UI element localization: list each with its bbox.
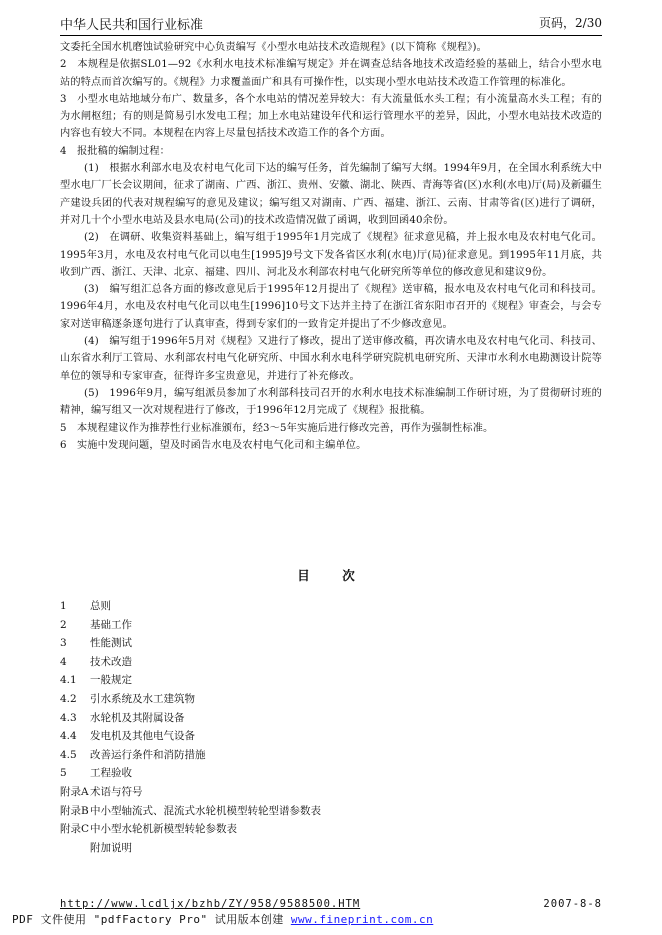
toc-item-number: 5 — [60, 767, 67, 780]
paragraph: (3) 编写组汇总各方面的修改意见后于1995年12月提出了《规程》送审稿，报水电及农村电气化司和科技司。1996年4月，水电及农村电气化司以电生[1996]10号文下达并主持了在浙江省东阳市召开的《规程》审查会，与会专家对送审稿逐条逐句进行了认真审查，得到专家们的一致肯定并提出了不少修改意见。 — [60, 284, 602, 330]
toc-item[interactable] — [60, 727, 602, 746]
toc-item-label: 工程验收 — [90, 767, 132, 780]
toc-item-label: 附加说明 — [90, 841, 132, 854]
standard-title: 中华人民共和国行业标准 — [60, 18, 204, 33]
header-divider — [60, 35, 602, 36]
toc-item-number: 3 — [60, 637, 67, 650]
fineprint-link[interactable]: www.fineprint.com.cn — [290, 913, 434, 926]
paragraph: 4 报批稿的编制过程： — [60, 145, 171, 157]
paragraph: 6 实施中发现问题，望及时函告水电及农村电气化司和主编单位。 — [60, 439, 367, 451]
paragraph: (2) 在调研、收集资料基础上，编写组于1995年1月完成了《规程》征求意见稿，并上报水电及农村电气化司。1995年3月，水电及农村电气化司以电生[1995]9号文下发各省区水利(水电)厅(局)征求意见。到1995年11月底，共收到广西、浙江、天津、北京、福建、四川、河北及水利部农村电气化研究所等单位的修改意见和建议9份。 — [60, 232, 602, 278]
toc-item[interactable] — [60, 634, 602, 653]
page-header — [60, 14, 602, 32]
toc-item-number: 4.1 — [60, 674, 77, 687]
paragraph: 3 小型水电站地域分布广、数量多，各个水电站的情况差异较大：有大流量低水头工程；有小流量高水头工程；有的为水闸枢纽；有的则是简易引水发电工程；加上水电站建设年代和运行管理水平的差异，因此，小型水电站技术改造的内容也有较大不同。本规程在内容上尽量包括技术改造工作的各个方面。 — [60, 93, 602, 140]
toc-item-label: 中小型水轮机新模型转轮参数表 — [90, 823, 237, 836]
toc-item-number: 附录C — [60, 823, 90, 836]
toc-item-label: 性能测试 — [90, 637, 132, 650]
toc-item-label: 一般规定 — [90, 674, 132, 687]
toc-item-label: 基础工作 — [90, 618, 132, 631]
print-date: 2007-8-8 — [543, 898, 602, 910]
toc-item-label: 术语与符号 — [90, 785, 143, 798]
pdf-notice-text: PDF 文件使用 "pdfFactory Pro" 试用版本创建 — [12, 913, 291, 926]
toc-item-label: 中小型轴流式、混流式水轮机模型转轮型谱参数表 — [90, 804, 321, 817]
toc-item-number: 1 — [60, 600, 67, 612]
toc-item-label: 总则 — [90, 600, 111, 612]
paragraph: 文委托全国水机磨蚀试验研究中心负责编写《小型水电站技术改造规程》(以下简称《规程》)。 — [60, 42, 487, 53]
toc-item-number: 4.4 — [60, 730, 77, 743]
table-of-contents — [60, 597, 602, 857]
toc-item-label: 水轮机及其附属设备 — [90, 711, 185, 724]
paragraph: (5) 1996年9月，编写组派员参加了水利部科技司召开的水利水电技术标准编制工作研讨班，为了贯彻研讨班的精神，编写组又一次对规程进行了修改，于1996年12月完成了《规程》报批稿。 — [60, 387, 602, 417]
toc-item[interactable] — [60, 764, 602, 783]
toc-item-number: 附录B — [60, 804, 89, 817]
toc-item-label: 技术改造 — [90, 655, 132, 668]
toc-item[interactable] — [60, 671, 602, 690]
toc-item[interactable] — [60, 746, 602, 765]
toc-item-number: 4.5 — [60, 748, 77, 761]
paragraph: (1) 根据水利部水电及农村电气化司下达的编写任务，首先编制了编写大纲。1994年9月，在全国水利系统大中型水电厂厂长会议期间，征求了湖南、广西、浙江、贵州、安徽、湖北、陕西、青海等省(区)水利(水电)厅(局)及新疆生产建设兵团的代表对规程编写的意见及建议；编写组又对湖南、广西、福建、浙江、云南、甘肃等省(区)进行了调研，并对几十个小型水电站及县水电局(公司)的技术改造情况做了函调，收到回函40余份。 — [60, 163, 602, 226]
toc-item-number: 2 — [60, 618, 67, 631]
toc-item[interactable] — [60, 783, 602, 802]
paragraph: (4) 编写组于1996年5月对《规程》又进行了修改，提出了送审修改稿，再次请水电及农村电气化司、科技司、山东省水利厅工管局、水利部农村电气化研究所、中国水利水电科学研究院机电研究所、天津市水利水电勘测设计院等单位的领导和专家审查，征得许多宝贵意见，并进行了补充修改。 — [60, 336, 602, 382]
toc-item[interactable] — [60, 709, 602, 728]
toc-item-label: 引水系统及水工建筑物 — [90, 692, 195, 705]
body-text — [60, 39, 602, 454]
toc-title: 目 次 — [297, 568, 365, 583]
toc-item[interactable] — [60, 839, 602, 858]
toc-item-label: 改善运行条件和消防措施 — [90, 748, 206, 761]
toc-item-number: 4.3 — [60, 711, 77, 724]
page-number: 页码，2/30 — [539, 16, 602, 30]
paragraph: 2 本规程是依据SL01—92《水利水电技术标准编写规定》并在调查总结各地技术改造经验的基础上，结合小型水电站的特点而首次编写的。《规程》力求覆盖面广和具有可操作性，以实现小型水电站技术改造工作管理的标准化。 — [60, 59, 602, 88]
pdf-notice — [12, 911, 652, 927]
toc-item[interactable] — [60, 616, 602, 635]
toc-item[interactable] — [60, 802, 602, 821]
toc-item-number: 4.2 — [60, 692, 77, 705]
paragraph: 5 本规程建议作为推荐性行业标准颁布，经3～5年实施后进行修改完善，再作为强制性标准。 — [60, 422, 494, 434]
page-footer — [60, 898, 602, 912]
toc-item-number: 4 — [60, 655, 67, 668]
toc-item[interactable] — [60, 653, 602, 672]
toc-item[interactable] — [60, 690, 602, 709]
source-url[interactable]: http://www.lcdljx/bzhb/ZY/958/9588500.HTM — [60, 898, 361, 910]
toc-item[interactable] — [60, 597, 602, 616]
toc-item[interactable] — [60, 820, 602, 839]
toc-item-number: 附录A — [60, 785, 89, 798]
toc-item-label: 发电机及其他电气设备 — [90, 730, 195, 743]
